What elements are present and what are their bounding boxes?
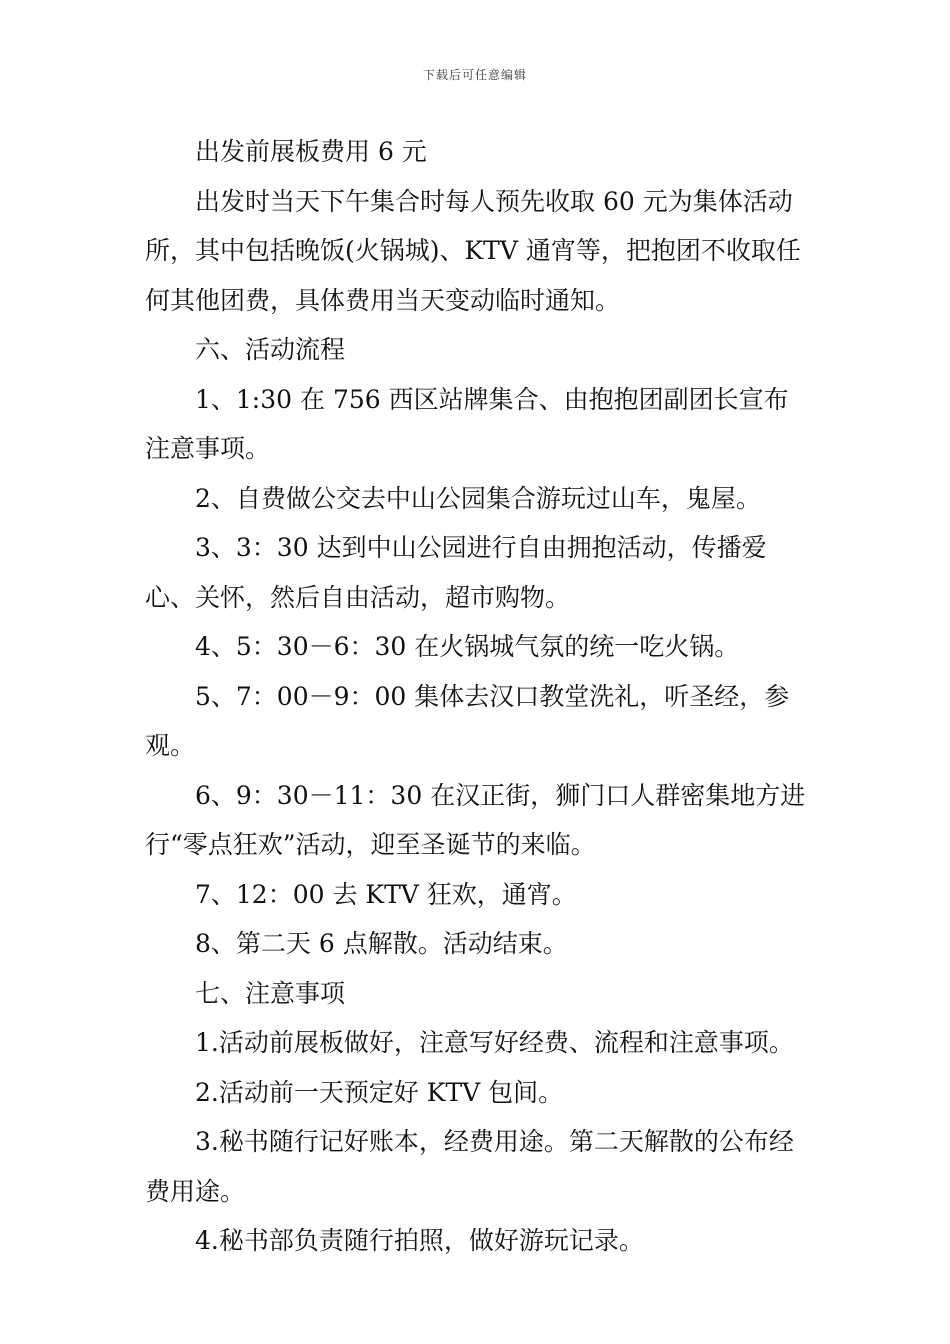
note-item-3: 3.秘书随行记好账本，经费用途。第二天解散的公布经费用途。 <box>145 1127 794 1206</box>
process-step-5: 5、7：00－9：00 集体去汉口教堂洗礼，听圣经，参观。 <box>145 681 790 760</box>
section-heading-notes: 七、注意事项 <box>195 978 346 1008</box>
note-item-1: 1.活动前展板做好，注意写好经费、流程和注意事项。 <box>195 1028 794 1057</box>
process-step-8: 8、第二天 6 点解散。活动结束。 <box>195 929 568 958</box>
note-item-4: 4.秘书部负责随行拍照，做好游玩记录。 <box>195 1226 644 1255</box>
section-heading-activity-process: 六、活动流程 <box>195 335 346 364</box>
paragraph-display-board-fee: 出发前展板费用 6 元 <box>195 137 427 166</box>
process-step-4: 4、5：30－6：30 在火锅城气氛的统一吃火锅。 <box>195 632 740 661</box>
document-body <box>145 127 813 1266</box>
process-step-2: 2、自费做公交去中山公园集合游玩过山车，鬼屋。 <box>195 483 761 513</box>
process-step-3: 3、3：30 达到中山公园进行自由拥抱活动，传播爱心、关怀，然后自由活动，超市购物。 <box>145 533 767 612</box>
process-step-7: 7、12：00 去 KTV 狂欢，通宵。 <box>195 879 577 909</box>
header-note: 下载后可任意编辑 <box>422 68 527 82</box>
note-item-2: 2.活动前一天预定好 KTV 包间。 <box>195 1077 564 1107</box>
process-step-1: 1、1:30 在 756 西区站牌集合、由抱抱团副团长宣布注意事项。 <box>145 384 789 463</box>
paragraph-activity-fee: 出发时当天下午集合时每人预先收取 60 元为集体活动所，其中包括晚饭(火锅城)、KTV 通宵等，把抱团不收取任何其他团费，具体费用当天变动临时通知。 <box>145 186 801 315</box>
process-step-6: 6、9：30－11：30 在汉正街，狮门口人群密集地方进行“零点狂欢”活动，迎至圣诞节的来临。 <box>145 780 806 859</box>
